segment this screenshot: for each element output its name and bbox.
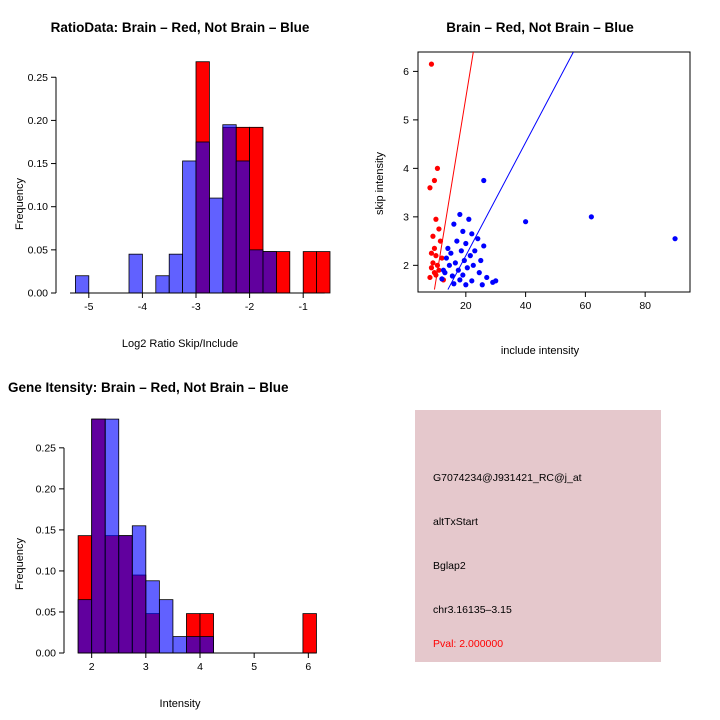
panel-ratio-xlabel: Log2 Ratio Skip/Include — [121, 338, 239, 350]
scatter-point — [480, 282, 485, 287]
scatter-point — [469, 278, 474, 283]
scatter-point — [475, 236, 480, 241]
scatter-point — [445, 246, 450, 251]
panel-ratio-ylabel: Frequency — [14, 178, 26, 230]
y-tick-label: 0.15 — [35, 524, 56, 537]
panel-gene-histogram — [0, 360, 360, 720]
x-tick-label: 4 — [197, 661, 203, 673]
scatter-point — [477, 270, 482, 275]
panel-ratio-title: RatioData: Brain – Red, Not Brain – Blue — [50, 20, 310, 35]
histogram-bar — [200, 637, 214, 653]
scatter-point — [466, 217, 471, 222]
scatter-point — [433, 217, 438, 222]
x-tick-label: 80 — [639, 300, 652, 312]
info-box — [415, 410, 661, 662]
scatter-point — [435, 166, 440, 171]
histogram-bar — [196, 142, 209, 293]
scatter-point — [433, 272, 438, 277]
y-tick-label: 4 — [403, 162, 409, 175]
x-tick-label: 5 — [251, 661, 258, 673]
x-tick-label: 60 — [579, 300, 592, 312]
scatter-point — [589, 214, 594, 219]
panel-scatter-title: Brain – Red, Not Brain – Blue — [446, 20, 634, 35]
scatter-point — [481, 178, 486, 183]
histogram-bar — [183, 161, 196, 293]
scatter-point — [471, 263, 476, 268]
x-tick-label: -2 — [244, 301, 255, 313]
fit-line-red-fit — [434, 52, 473, 290]
x-tick-label: -3 — [191, 301, 201, 313]
y-tick-label: 0.20 — [27, 114, 48, 127]
scatter-point — [429, 251, 434, 256]
scatter-point — [457, 212, 462, 217]
scatter-point — [450, 273, 455, 278]
info-pval: Pval: 2.000000 — [433, 638, 504, 650]
histogram-bar — [263, 252, 276, 293]
scatter-point — [469, 231, 474, 236]
panel-gene-plot — [0, 360, 360, 720]
histogram-bar — [78, 600, 92, 653]
panel-gene-xlabel: Intensity — [159, 698, 201, 710]
histogram-bar — [173, 637, 187, 653]
scatter-point — [457, 277, 462, 282]
y-tick-label: 0.15 — [27, 158, 48, 171]
y-tick-label: 0.25 — [35, 442, 56, 455]
x-tick-label: 20 — [459, 300, 472, 312]
histogram-bar — [159, 600, 173, 653]
scatter-point — [430, 234, 435, 239]
scatter-point — [478, 258, 483, 263]
panel-scatter — [360, 0, 720, 360]
scatter-point — [456, 268, 461, 273]
scatter-point — [448, 251, 453, 256]
y-tick-label: 3 — [403, 211, 409, 224]
panel-ratio-plot — [0, 0, 360, 360]
scatter-point — [435, 263, 440, 268]
scatter-point — [433, 253, 438, 258]
histogram-bar — [169, 254, 182, 293]
panel-scatter-xlabel: include intensity — [500, 345, 580, 357]
scatter-point — [439, 276, 444, 281]
histogram-bar — [303, 614, 317, 653]
scatter-point — [460, 229, 465, 234]
scatter-point — [468, 253, 473, 258]
scatter-point — [493, 278, 498, 283]
histogram-bar — [129, 254, 142, 293]
panel-scatter-ylabel: skip intensity — [374, 152, 386, 215]
scatter-point — [436, 226, 441, 231]
scatter-point — [427, 275, 432, 280]
scatter-point — [672, 236, 677, 241]
scatter-point — [438, 238, 443, 243]
histogram-bar — [156, 276, 169, 293]
histogram-bar — [186, 637, 200, 653]
histogram-bar — [146, 581, 160, 653]
y-tick-label: 0.10 — [27, 201, 48, 214]
histogram-bar — [236, 161, 249, 293]
y-tick-label: 0.25 — [27, 71, 48, 84]
histogram-bar — [223, 125, 236, 293]
x-tick-label: 3 — [142, 661, 149, 673]
y-tick-label: 2 — [403, 259, 409, 272]
y-tick-label: 0.20 — [35, 483, 56, 496]
x-tick-label: 6 — [305, 661, 312, 673]
scatter-point — [429, 62, 434, 67]
histogram-bar — [317, 252, 330, 293]
scatter-point — [459, 248, 464, 253]
y-tick-label: 6 — [403, 65, 409, 78]
scatter-point — [447, 263, 452, 268]
x-tick-label: 40 — [519, 300, 532, 312]
y-tick-label: 0.00 — [27, 287, 48, 300]
x-tick-label: -5 — [84, 301, 94, 313]
scatter-point — [463, 241, 468, 246]
scatter-point — [454, 238, 459, 243]
histogram-bar — [92, 419, 106, 653]
histogram-bar — [276, 252, 289, 293]
histogram-bar — [250, 250, 263, 293]
scatter-point — [439, 255, 444, 260]
histogram-bar — [105, 419, 119, 653]
y-tick-label: 0.05 — [27, 244, 48, 257]
histogram-bar — [75, 276, 88, 293]
scatter-point — [481, 243, 486, 248]
x-tick-label: -4 — [137, 301, 148, 313]
panel-ratio-histogram — [0, 0, 360, 360]
y-tick-label: 5 — [403, 114, 409, 127]
scatter-content — [427, 52, 677, 290]
histogram-bar — [132, 526, 146, 653]
histogram-bar — [303, 252, 316, 293]
scatter-point — [451, 222, 456, 227]
info-gene-symbol: Bglap2 — [433, 560, 466, 572]
y-tick-label: 0.10 — [35, 565, 56, 578]
scatter-point — [484, 275, 489, 280]
info-event-type: altTxStart — [433, 516, 478, 528]
scatter-point — [463, 282, 468, 287]
y-tick-label: 0.05 — [35, 606, 56, 619]
scatter-point — [427, 185, 432, 190]
x-tick-label: -1 — [298, 301, 308, 313]
panel-gene-title: Gene Itensity: Brain – Red, Not Brain – Blue — [8, 380, 289, 395]
scatter-point — [436, 268, 441, 273]
scatter-point — [472, 248, 477, 253]
scatter-point — [460, 272, 465, 277]
y-tick-label: 0.00 — [35, 647, 56, 660]
scatter-point — [432, 246, 437, 251]
scatter-point — [442, 270, 447, 275]
info-probe-id: G7074234@J931421_RC@j_at — [433, 472, 582, 484]
scatter-point — [444, 255, 449, 260]
scatter-point — [523, 219, 528, 224]
x-tick-label: 2 — [88, 661, 95, 673]
scatter-point — [453, 260, 458, 265]
fit-line-blue-fit — [448, 52, 574, 290]
scatter-point — [432, 178, 437, 183]
scatter-point — [451, 281, 456, 286]
scatter-point — [462, 258, 467, 263]
scatter-point — [429, 265, 434, 270]
panel-gene-ylabel: Frequency — [14, 538, 26, 590]
scatter-point — [465, 265, 470, 270]
histogram-bar — [209, 198, 222, 293]
info-locus: chr3.16135–3.15 — [433, 604, 512, 616]
histogram-bar — [119, 536, 133, 653]
scatter-point — [430, 260, 435, 265]
panel-scatter-plot — [360, 0, 720, 360]
